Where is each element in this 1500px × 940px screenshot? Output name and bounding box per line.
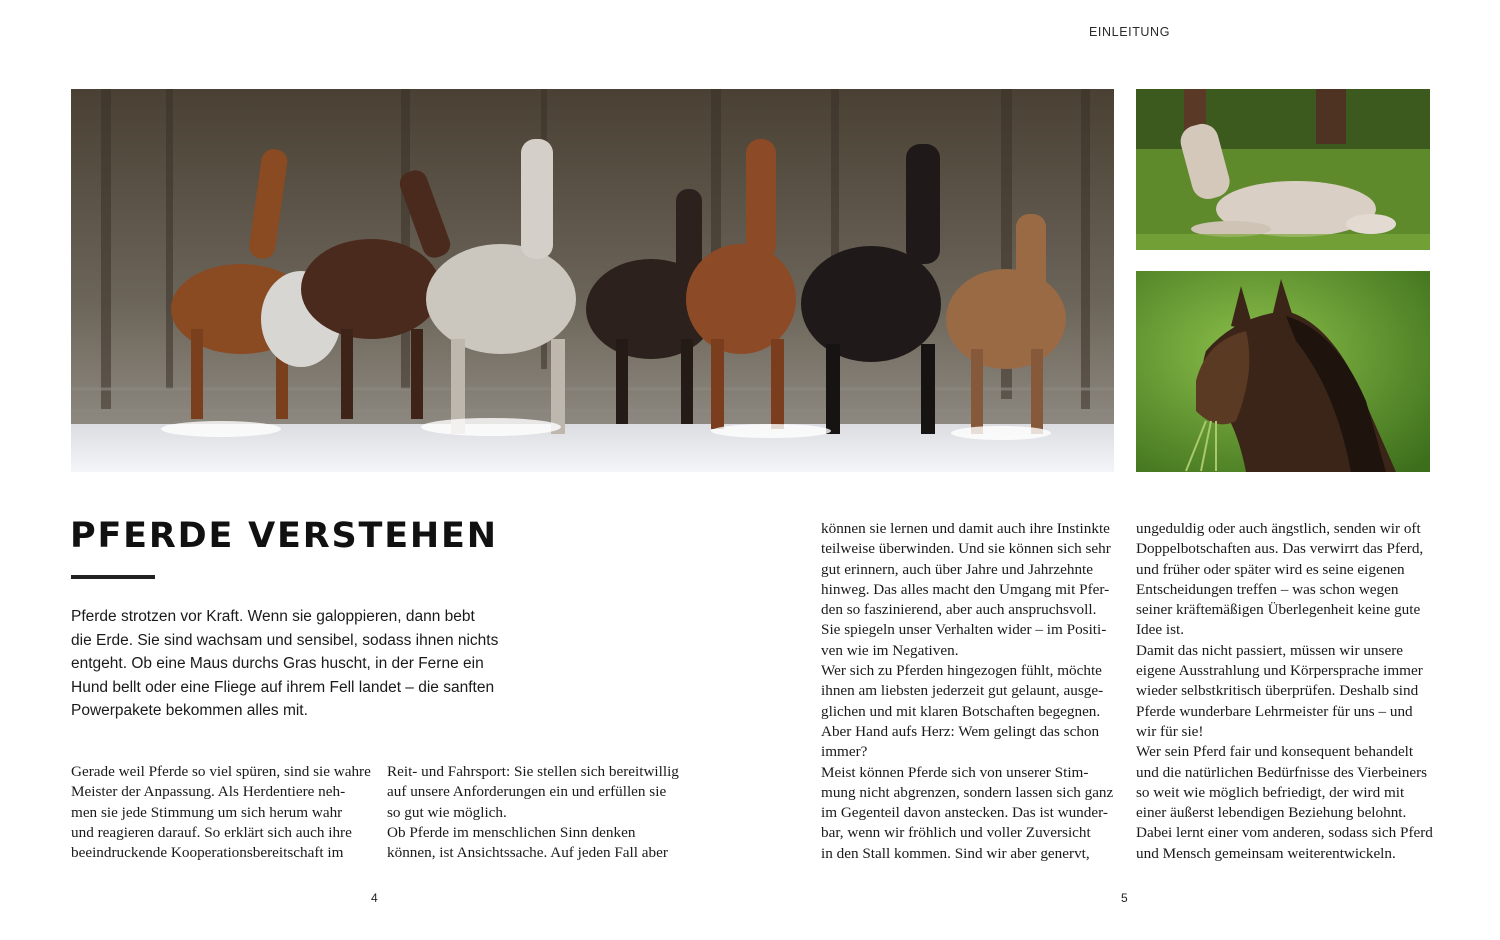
text-line: Idee ist. (1136, 621, 1185, 639)
text-line: men sie jede Stimmung um sich herum wahr (71, 803, 343, 821)
text-line: wieder selbstkritisch überprüfen. Deshalb sind (1136, 682, 1419, 700)
body-column-3 (821, 519, 1121, 864)
text-line: und früher oder später wird es seine eigenen (1136, 560, 1405, 578)
title-underline (71, 575, 155, 579)
text-line: in den Stall kommen. Sind wir aber genervt, (821, 844, 1090, 862)
text-line: Pferde strotzen vor Kraft. Wenn sie galoppieren, dann bebt (71, 608, 475, 625)
text-line: immer? (821, 743, 868, 761)
text-line: eigene Ausstrahlung und Körpersprache immer (1136, 662, 1423, 680)
horse-portrait-photo (1136, 271, 1430, 472)
text-line: und die natürlichen Bedürfnisse des Vierbeiners (1136, 763, 1428, 781)
text-line: Entscheidungen treffen – was schon wegen (1136, 580, 1399, 598)
text-line: Gerade weil Pferde so viel spüren, sind sie wahre (71, 763, 371, 780)
text-line: mung nicht abgrenzen, sondern lassen sich ganz (821, 783, 1114, 801)
text-line: seiner kräftemäßigen Überlegenheit keine gute (1136, 601, 1421, 619)
text-line: und Mensch gemeinsam weiterentwickeln. (1136, 844, 1396, 862)
text-line: Pferde wunderbare Lehrmeister für uns – und (1136, 702, 1413, 720)
text-line: Dabei lernt einer vom anderen, sodass sich Pferd (1136, 824, 1433, 842)
text-line: Powerpakete bekommen alles mit. (71, 702, 308, 719)
text-line: können, ist Ansichtssache. Auf jeden Fall aber (387, 844, 668, 862)
text-line: wir für sie! (1136, 722, 1204, 740)
text-line: Sie spiegeln unser Verhalten wider – im Positi- (821, 621, 1107, 639)
text-line: Reit- und Fahrsport: Sie stellen sich bereitwillig (387, 763, 679, 780)
page-number-right: 5 (1121, 891, 1128, 905)
text-line: ihnen am liebsten jederzeit gut gelaunt, ausge- (821, 682, 1104, 700)
text-line: können sie lernen und damit auch ihre Instinkte (821, 520, 1110, 537)
text-line: Aber Hand aufs Herz: Wem gelingt das schon (821, 722, 1100, 740)
lead-paragraph (71, 605, 511, 723)
text-line: Doppelbotschaften aus. Das verwirrt das Pferd, (1136, 540, 1424, 558)
text-line: Damit das nicht passiert, müssen wir unsere (1136, 641, 1403, 659)
body-column-1 (71, 762, 371, 863)
text-line: den so faszinierend, aber auch anspruchsvoll. (821, 601, 1097, 619)
text-line: Ob Pferde im menschlichen Sinn denken (387, 823, 636, 841)
body-column-4 (1136, 519, 1436, 864)
text-line: Wer sich zu Pferden hingezogen fühlt, möchte (821, 662, 1102, 680)
page-number-left: 4 (371, 891, 378, 905)
text-line: so gut wie möglich. (387, 803, 507, 821)
text-line: ven wie im Negativen. (821, 641, 959, 659)
text-line: bar, wenn wir fröhlich und voller Zuversicht (821, 824, 1091, 842)
text-line: gut erinnern, auch über Jahre und Jahrzehnte (821, 560, 1093, 578)
text-line: Meist können Pferde sich von unserer Stim- (821, 763, 1089, 781)
text-line: im Gegenteil davon anstecken. Das ist wunder- (821, 804, 1108, 822)
body-column-2 (387, 762, 687, 863)
text-line: Meister der Anpassung. Als Herdentiere neh- (71, 783, 346, 801)
text-line: und reagieren darauf. So erklärt sich auch ihre (71, 823, 352, 841)
text-line: Hund bellt oder eine Fliege auf ihrem Fell landet – die sanften (71, 678, 495, 696)
text-line: auf unsere Anforderungen ein und erfüllen sie (387, 783, 667, 801)
section-label: EINLEITUNG (1089, 25, 1171, 39)
text-line: die Erde. Sie sind wachsam und sensibel, sodass ihnen nichts (71, 631, 499, 649)
text-line: einer äußerst lebendigen Beziehung belohnt. (1136, 804, 1407, 822)
text-line: glichen und mit klaren Botschaften begegnen. (821, 702, 1101, 720)
text-line: so weit wie möglich befriedigt, der wird mit (1136, 783, 1405, 801)
text-line: entgeht. Ob eine Maus durchs Gras huscht, in der Ferne ein (71, 655, 484, 672)
text-line: Wer sein Pferd fair und konsequent behandelt (1136, 743, 1414, 761)
text-line: ungeduldig oder auch ängstlich, senden wir oft (1136, 520, 1421, 537)
text-line: hinweg. Das alles macht den Umgang mit Pfer- (821, 580, 1110, 598)
text-line: teilweise überwinden. Und sie können sich sehr (821, 540, 1111, 558)
text-line: beeindruckende Kooperationsbereitschaft im (71, 844, 344, 862)
herd-photo (71, 89, 1114, 472)
page-title: PFERDE VERSTEHEN (70, 516, 498, 556)
foal-photo (1136, 89, 1430, 250)
